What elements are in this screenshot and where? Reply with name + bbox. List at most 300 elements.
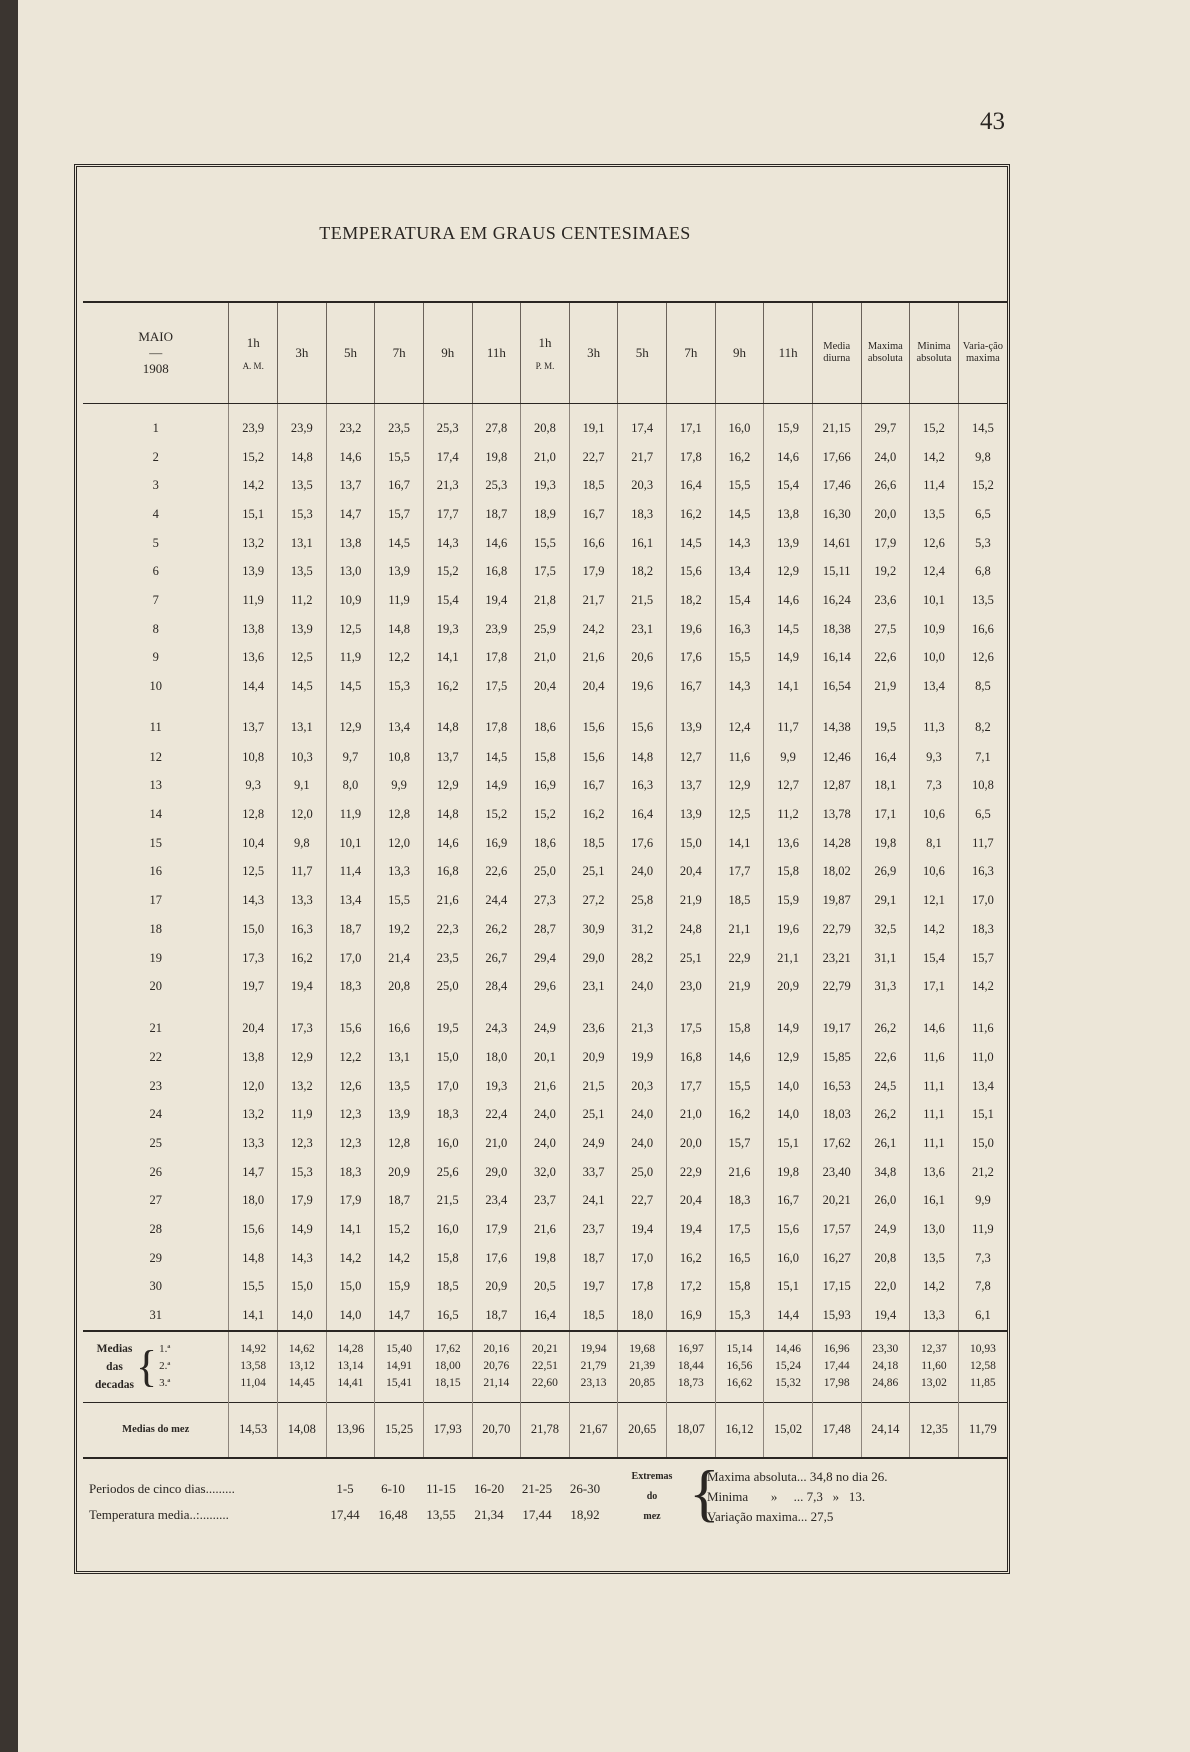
value-cell: 23,6 bbox=[569, 1001, 618, 1043]
value-cell: 12,0 bbox=[375, 829, 424, 858]
value-cell: 16,3 bbox=[278, 915, 327, 944]
media-diurna-header: Media diurna bbox=[812, 302, 861, 404]
value-cell: 18,3 bbox=[423, 1100, 472, 1129]
value-cell: 24,9 bbox=[521, 1001, 570, 1043]
value-cell: 12,6 bbox=[910, 529, 959, 558]
value-cell: 14,1 bbox=[715, 829, 764, 858]
day-cell: 12 bbox=[149, 749, 162, 764]
value-cell: 13,4 bbox=[375, 701, 424, 743]
value-cell: 17,0 bbox=[423, 1072, 472, 1101]
decade-means-row bbox=[83, 1331, 1007, 1403]
value-cell: 14,0 bbox=[764, 1100, 813, 1129]
value-cell: 13,9 bbox=[375, 557, 424, 586]
value-cell: 15,7 bbox=[715, 1129, 764, 1158]
value-cell: 25,3 bbox=[423, 404, 472, 443]
value-cell: 17,0 bbox=[958, 886, 1007, 915]
value-cell: 18,3 bbox=[326, 972, 375, 1001]
value-cell: 15,6 bbox=[618, 701, 667, 743]
value-cell: 11,9 bbox=[278, 1100, 327, 1129]
value-cell: 15,0 bbox=[667, 829, 716, 858]
value-cell: 11,9 bbox=[958, 1215, 1007, 1244]
value-cell: 19,3 bbox=[472, 1072, 521, 1101]
value-cell: 16,30 bbox=[812, 500, 861, 529]
value-cell: 15,0 bbox=[278, 1273, 327, 1302]
value-cell: 15,5 bbox=[375, 886, 424, 915]
value-cell: 16,5 bbox=[423, 1301, 472, 1331]
value-cell: 13,9 bbox=[764, 529, 813, 558]
table-row bbox=[83, 1100, 1007, 1129]
value-cell: 16,9 bbox=[667, 1301, 716, 1331]
value-cell: 29,4 bbox=[521, 944, 570, 973]
value-cell: 14,8 bbox=[618, 743, 667, 772]
value-cell: 15,2 bbox=[958, 471, 1007, 500]
value-cell: 17,5 bbox=[715, 1215, 764, 1244]
decade-mean-cell: 14,92 13,58 11,04 bbox=[229, 1331, 278, 1403]
value-cell: 18,2 bbox=[667, 586, 716, 615]
value-cell: 21,0 bbox=[521, 644, 570, 673]
value-cell: 12,8 bbox=[229, 800, 278, 829]
value-cell: 14,7 bbox=[229, 1158, 278, 1187]
value-cell: 20,9 bbox=[375, 1158, 424, 1187]
value-cell: 14,3 bbox=[278, 1244, 327, 1273]
value-cell: 17,9 bbox=[861, 529, 910, 558]
value-cell: 22,0 bbox=[861, 1273, 910, 1302]
value-cell: 14,3 bbox=[229, 886, 278, 915]
value-cell: 14,6 bbox=[715, 1043, 764, 1072]
table-row bbox=[83, 1043, 1007, 1072]
value-cell: 12,9 bbox=[764, 1043, 813, 1072]
value-cell: 16,5 bbox=[715, 1244, 764, 1273]
value-cell: 12,3 bbox=[278, 1129, 327, 1158]
value-cell: 17,7 bbox=[423, 500, 472, 529]
value-cell: 17,1 bbox=[861, 800, 910, 829]
month-mean-cell: 15,25 bbox=[375, 1402, 424, 1458]
value-cell: 25,6 bbox=[423, 1158, 472, 1187]
table-row bbox=[83, 886, 1007, 915]
value-cell: 13,9 bbox=[667, 701, 716, 743]
value-cell: 14,5 bbox=[472, 743, 521, 772]
value-cell: 18,0 bbox=[472, 1043, 521, 1072]
value-cell: 13,8 bbox=[229, 615, 278, 644]
value-cell: 14,1 bbox=[326, 1215, 375, 1244]
value-cell: 9,9 bbox=[764, 743, 813, 772]
value-cell: 18,0 bbox=[618, 1301, 667, 1331]
value-cell: 13,3 bbox=[375, 858, 424, 887]
value-cell: 16,27 bbox=[812, 1244, 861, 1273]
value-cell: 13,6 bbox=[764, 829, 813, 858]
day-cell: 21 bbox=[149, 1020, 162, 1035]
table-row bbox=[83, 1158, 1007, 1187]
value-cell: 26,0 bbox=[861, 1187, 910, 1216]
table-row bbox=[83, 915, 1007, 944]
value-cell: 13,8 bbox=[229, 1043, 278, 1072]
value-cell: 14,3 bbox=[715, 529, 764, 558]
table-row bbox=[83, 701, 1007, 743]
value-cell: 24,2 bbox=[569, 615, 618, 644]
table-row bbox=[83, 858, 1007, 887]
value-cell: 16,2 bbox=[569, 800, 618, 829]
value-cell: 18,9 bbox=[521, 500, 570, 529]
value-cell: 21,5 bbox=[423, 1187, 472, 1216]
value-cell: 15,6 bbox=[764, 1215, 813, 1244]
value-cell: 13,8 bbox=[764, 500, 813, 529]
value-cell: 14,6 bbox=[764, 586, 813, 615]
value-cell: 11,6 bbox=[958, 1001, 1007, 1043]
value-cell: 13,9 bbox=[667, 800, 716, 829]
value-cell: 18,3 bbox=[618, 500, 667, 529]
value-cell: 17,8 bbox=[667, 443, 716, 472]
value-cell: 14,4 bbox=[764, 1301, 813, 1331]
value-cell: 19,87 bbox=[812, 886, 861, 915]
value-cell: 6,5 bbox=[958, 800, 1007, 829]
value-cell: 12,9 bbox=[278, 1043, 327, 1072]
value-cell: 20,3 bbox=[618, 1072, 667, 1101]
value-cell: 14,6 bbox=[910, 1001, 959, 1043]
value-cell: 9,1 bbox=[278, 772, 327, 801]
value-cell: 20,9 bbox=[764, 972, 813, 1001]
value-cell: 16,6 bbox=[569, 529, 618, 558]
value-cell: 16,4 bbox=[618, 800, 667, 829]
value-cell: 27,3 bbox=[521, 886, 570, 915]
table-row bbox=[83, 743, 1007, 772]
value-cell: 18,5 bbox=[569, 1301, 618, 1331]
value-cell: 14,7 bbox=[375, 1301, 424, 1331]
value-cell: 17,0 bbox=[326, 944, 375, 973]
value-cell: 26,9 bbox=[861, 858, 910, 887]
value-cell: 9,7 bbox=[326, 743, 375, 772]
value-cell: 19,3 bbox=[521, 471, 570, 500]
value-cell: 18,3 bbox=[958, 915, 1007, 944]
table-row bbox=[83, 772, 1007, 801]
value-cell: 15,0 bbox=[326, 1273, 375, 1302]
month-mean-cell: 16,12 bbox=[715, 1402, 764, 1458]
value-cell: 15,93 bbox=[812, 1301, 861, 1331]
value-cell: 10,9 bbox=[326, 586, 375, 615]
value-cell: 14,2 bbox=[375, 1244, 424, 1273]
value-cell: 14,5 bbox=[958, 404, 1007, 443]
day-cell: 31 bbox=[149, 1308, 162, 1323]
day-cell: 29 bbox=[149, 1250, 162, 1265]
value-cell: 12,6 bbox=[958, 644, 1007, 673]
value-cell: 14,2 bbox=[910, 443, 959, 472]
value-cell: 19,4 bbox=[667, 1215, 716, 1244]
value-cell: 16,4 bbox=[667, 471, 716, 500]
value-cell: 13,3 bbox=[910, 1301, 959, 1331]
value-cell: 22,7 bbox=[569, 443, 618, 472]
value-cell: 12,5 bbox=[278, 644, 327, 673]
table-row bbox=[83, 500, 1007, 529]
value-cell: 15,1 bbox=[229, 500, 278, 529]
value-cell: 29,6 bbox=[521, 972, 570, 1001]
maxima-absoluta-header: Maxima absoluta bbox=[861, 302, 910, 404]
value-cell: 12,5 bbox=[715, 800, 764, 829]
value-cell: 23,6 bbox=[861, 586, 910, 615]
value-cell: 20,3 bbox=[618, 471, 667, 500]
value-cell: 14,5 bbox=[764, 615, 813, 644]
value-cell: 33,7 bbox=[569, 1158, 618, 1187]
value-cell: 26,2 bbox=[861, 1100, 910, 1129]
value-cell: 12,9 bbox=[764, 557, 813, 586]
value-cell: 15,6 bbox=[569, 743, 618, 772]
value-cell: 9,9 bbox=[958, 1187, 1007, 1216]
value-cell: 12,4 bbox=[715, 701, 764, 743]
value-cell: 11,7 bbox=[764, 701, 813, 743]
value-cell: 14,5 bbox=[278, 672, 327, 701]
value-cell: 12,8 bbox=[375, 1129, 424, 1158]
value-cell: 9,3 bbox=[910, 743, 959, 772]
table-row bbox=[83, 1215, 1007, 1244]
decade-mean-cell: 10,93 12,58 11,85 bbox=[958, 1331, 1007, 1403]
value-cell: 14,9 bbox=[764, 644, 813, 673]
value-cell: 18,02 bbox=[812, 858, 861, 887]
value-cell: 14,6 bbox=[326, 443, 375, 472]
value-cell: 16,14 bbox=[812, 644, 861, 673]
value-cell: 22,9 bbox=[715, 944, 764, 973]
value-cell: 11,6 bbox=[910, 1043, 959, 1072]
value-cell: 12,7 bbox=[667, 743, 716, 772]
value-cell: 23,0 bbox=[667, 972, 716, 1001]
value-cell: 15,4 bbox=[764, 471, 813, 500]
value-cell: 11,1 bbox=[910, 1072, 959, 1101]
value-cell: 14,9 bbox=[278, 1215, 327, 1244]
value-cell: 14,2 bbox=[910, 1273, 959, 1302]
value-cell: 18,5 bbox=[569, 829, 618, 858]
value-cell: 22,6 bbox=[861, 644, 910, 673]
value-cell: 11,6 bbox=[715, 743, 764, 772]
day-cell: 17 bbox=[149, 893, 162, 908]
value-cell: 6,5 bbox=[958, 500, 1007, 529]
value-cell: 22,6 bbox=[861, 1043, 910, 1072]
decade-mean-cell: 19,68 21,39 20,85 bbox=[618, 1331, 667, 1403]
value-cell: 12,9 bbox=[715, 772, 764, 801]
value-cell: 12,6 bbox=[326, 1072, 375, 1101]
value-cell: 10,8 bbox=[229, 743, 278, 772]
value-cell: 19,2 bbox=[861, 557, 910, 586]
value-cell: 11,0 bbox=[958, 1043, 1007, 1072]
value-cell: 27,5 bbox=[861, 615, 910, 644]
value-cell: 19,4 bbox=[861, 1301, 910, 1331]
value-cell: 13,9 bbox=[375, 1100, 424, 1129]
value-cell: 14,3 bbox=[715, 672, 764, 701]
value-cell: 11,4 bbox=[910, 471, 959, 500]
value-cell: 25,9 bbox=[521, 615, 570, 644]
month-mean-cell: 11,79 bbox=[958, 1402, 1007, 1458]
value-cell: 16,9 bbox=[472, 829, 521, 858]
value-cell: 16,6 bbox=[375, 1001, 424, 1043]
value-cell: 23,4 bbox=[472, 1187, 521, 1216]
value-cell: 14,8 bbox=[229, 1244, 278, 1273]
value-cell: 20,8 bbox=[521, 404, 570, 443]
value-cell: 13,4 bbox=[715, 557, 764, 586]
value-cell: 22,3 bbox=[423, 915, 472, 944]
value-cell: 22,79 bbox=[812, 915, 861, 944]
value-cell: 29,0 bbox=[472, 1158, 521, 1187]
value-cell: 15,1 bbox=[764, 1273, 813, 1302]
table-row bbox=[83, 471, 1007, 500]
value-cell: 16,0 bbox=[764, 1244, 813, 1273]
value-cell: 21,15 bbox=[812, 404, 861, 443]
value-cell: 11,7 bbox=[278, 858, 327, 887]
value-cell: 13,5 bbox=[910, 1244, 959, 1273]
value-cell: 21,0 bbox=[667, 1100, 716, 1129]
value-cell: 13,4 bbox=[326, 886, 375, 915]
value-cell: 7,8 bbox=[958, 1273, 1007, 1302]
value-cell: 10,6 bbox=[910, 858, 959, 887]
day-cell: 8 bbox=[152, 621, 159, 636]
value-cell: 20,1 bbox=[521, 1043, 570, 1072]
value-cell: 22,7 bbox=[618, 1187, 667, 1216]
value-cell: 10,4 bbox=[229, 829, 278, 858]
value-cell: 16,0 bbox=[715, 404, 764, 443]
value-cell: 28,7 bbox=[521, 915, 570, 944]
value-cell: 29,0 bbox=[569, 944, 618, 973]
value-cell: 19,8 bbox=[472, 443, 521, 472]
value-cell: 21,6 bbox=[521, 1215, 570, 1244]
value-cell: 14,8 bbox=[423, 800, 472, 829]
value-cell: 14,5 bbox=[667, 529, 716, 558]
value-cell: 16,3 bbox=[958, 858, 1007, 887]
value-cell: 28,2 bbox=[618, 944, 667, 973]
value-cell: 12,0 bbox=[278, 800, 327, 829]
extremes-label: Extremas do mez bbox=[631, 1471, 673, 1522]
value-cell: 19,2 bbox=[375, 915, 424, 944]
value-cell: 15,8 bbox=[764, 858, 813, 887]
value-cell: 15,5 bbox=[715, 1072, 764, 1101]
periods-row: Periodos de cinco dias......... 1-5 6-10 11-15 16-20 21-25 26-30 bbox=[89, 1481, 601, 1496]
value-cell: 22,4 bbox=[472, 1100, 521, 1129]
col-header: 9h bbox=[715, 302, 764, 404]
value-cell: 23,9 bbox=[472, 615, 521, 644]
extreme-maxima: Maxima absoluta... 34,8 no dia 26. bbox=[707, 1469, 888, 1484]
value-cell: 18,5 bbox=[423, 1273, 472, 1302]
value-cell: 11,4 bbox=[326, 858, 375, 887]
value-cell: 11,9 bbox=[326, 800, 375, 829]
value-cell: 14,6 bbox=[764, 443, 813, 472]
value-cell: 19,3 bbox=[423, 615, 472, 644]
value-cell: 31,2 bbox=[618, 915, 667, 944]
value-cell: 10,1 bbox=[326, 829, 375, 858]
value-cell: 24,3 bbox=[472, 1001, 521, 1043]
value-cell: 16,4 bbox=[861, 743, 910, 772]
decade-means-label: Medias das decadas{ 1.ª 2.ª 3.ª bbox=[83, 1331, 229, 1403]
value-cell: 15,4 bbox=[910, 944, 959, 973]
value-cell: 11,9 bbox=[326, 644, 375, 673]
value-cell: 15,6 bbox=[569, 701, 618, 743]
value-cell: 12,8 bbox=[375, 800, 424, 829]
col-header: 3h bbox=[569, 302, 618, 404]
variacao-maxima-header: Varia-ção maxima bbox=[958, 302, 1007, 404]
value-cell: 17,46 bbox=[812, 471, 861, 500]
value-cell: 16,9 bbox=[521, 772, 570, 801]
value-cell: 15,2 bbox=[910, 404, 959, 443]
value-cell: 18,2 bbox=[618, 557, 667, 586]
day-cell: 16 bbox=[149, 864, 162, 879]
value-cell: 13,1 bbox=[278, 701, 327, 743]
value-cell: 24,8 bbox=[667, 915, 716, 944]
value-cell: 17,15 bbox=[812, 1273, 861, 1302]
value-cell: 16,8 bbox=[423, 858, 472, 887]
value-cell: 19,8 bbox=[521, 1244, 570, 1273]
value-cell: 15,9 bbox=[764, 886, 813, 915]
value-cell: 24,0 bbox=[861, 443, 910, 472]
value-cell: 14,2 bbox=[326, 1244, 375, 1273]
table-row bbox=[83, 1072, 1007, 1101]
value-cell: 24,0 bbox=[618, 858, 667, 887]
value-cell: 11,2 bbox=[764, 800, 813, 829]
day-cell: 6 bbox=[152, 564, 159, 579]
day-cell: 9 bbox=[152, 650, 159, 665]
col-header: 11h bbox=[764, 302, 813, 404]
value-cell: 13,7 bbox=[667, 772, 716, 801]
day-cell: 30 bbox=[149, 1279, 162, 1294]
value-cell: 21,1 bbox=[715, 915, 764, 944]
value-cell: 13,5 bbox=[910, 500, 959, 529]
value-cell: 15,11 bbox=[812, 557, 861, 586]
day-cell: 25 bbox=[149, 1135, 162, 1150]
value-cell: 34,8 bbox=[861, 1158, 910, 1187]
value-cell: 23,5 bbox=[375, 404, 424, 443]
value-cell: 20,4 bbox=[521, 672, 570, 701]
table-row bbox=[83, 1273, 1007, 1302]
value-cell: 26,7 bbox=[472, 944, 521, 973]
value-cell: 15,5 bbox=[521, 529, 570, 558]
value-cell: 23,5 bbox=[423, 944, 472, 973]
value-cell: 16,7 bbox=[569, 500, 618, 529]
month-mean-cell: 18,07 bbox=[667, 1402, 716, 1458]
day-cell: 20 bbox=[149, 979, 162, 994]
decade-mean-cell: 12,37 11,60 13,02 bbox=[910, 1331, 959, 1403]
col-header: 3h bbox=[278, 302, 327, 404]
periods-label: Periodos de cinco dias......... bbox=[89, 1481, 235, 1496]
value-cell: 20,8 bbox=[861, 1244, 910, 1273]
value-cell: 15,9 bbox=[375, 1273, 424, 1302]
value-cell: 19,7 bbox=[569, 1273, 618, 1302]
decade-mean-cell: 15,40 14,91 15,41 bbox=[375, 1331, 424, 1403]
value-cell: 16,7 bbox=[569, 772, 618, 801]
value-cell: 20,9 bbox=[569, 1043, 618, 1072]
value-cell: 13,2 bbox=[229, 529, 278, 558]
value-cell: 7,3 bbox=[910, 772, 959, 801]
value-cell: 13,9 bbox=[278, 615, 327, 644]
value-cell: 16,3 bbox=[618, 772, 667, 801]
decade-mean-cell: 20,16 20,76 21,14 bbox=[472, 1331, 521, 1403]
value-cell: 25,1 bbox=[667, 944, 716, 973]
day-cell: 14 bbox=[149, 807, 162, 822]
day-cell: 4 bbox=[152, 506, 159, 521]
value-cell: 20,4 bbox=[229, 1001, 278, 1043]
col-header: 5h bbox=[618, 302, 667, 404]
value-cell: 15,85 bbox=[812, 1043, 861, 1072]
value-cell: 9,9 bbox=[375, 772, 424, 801]
value-cell: 11,7 bbox=[958, 829, 1007, 858]
value-cell: 9,3 bbox=[229, 772, 278, 801]
value-cell: 14,6 bbox=[472, 529, 521, 558]
value-cell: 14,2 bbox=[229, 471, 278, 500]
temperature-media-label: Temperatura media..:......... bbox=[89, 1507, 229, 1522]
value-cell: 24,1 bbox=[569, 1187, 618, 1216]
value-cell: 23,1 bbox=[618, 615, 667, 644]
value-cell: 15,3 bbox=[375, 672, 424, 701]
day-cell: 3 bbox=[152, 478, 159, 493]
value-cell: 15,4 bbox=[423, 586, 472, 615]
col-header: 11h bbox=[472, 302, 521, 404]
value-cell: 14,5 bbox=[326, 672, 375, 701]
value-cell: 21,6 bbox=[569, 644, 618, 673]
value-cell: 15,5 bbox=[229, 1273, 278, 1302]
value-cell: 14,0 bbox=[764, 1072, 813, 1101]
value-cell: 17,57 bbox=[812, 1215, 861, 1244]
value-cell: 21,0 bbox=[472, 1129, 521, 1158]
